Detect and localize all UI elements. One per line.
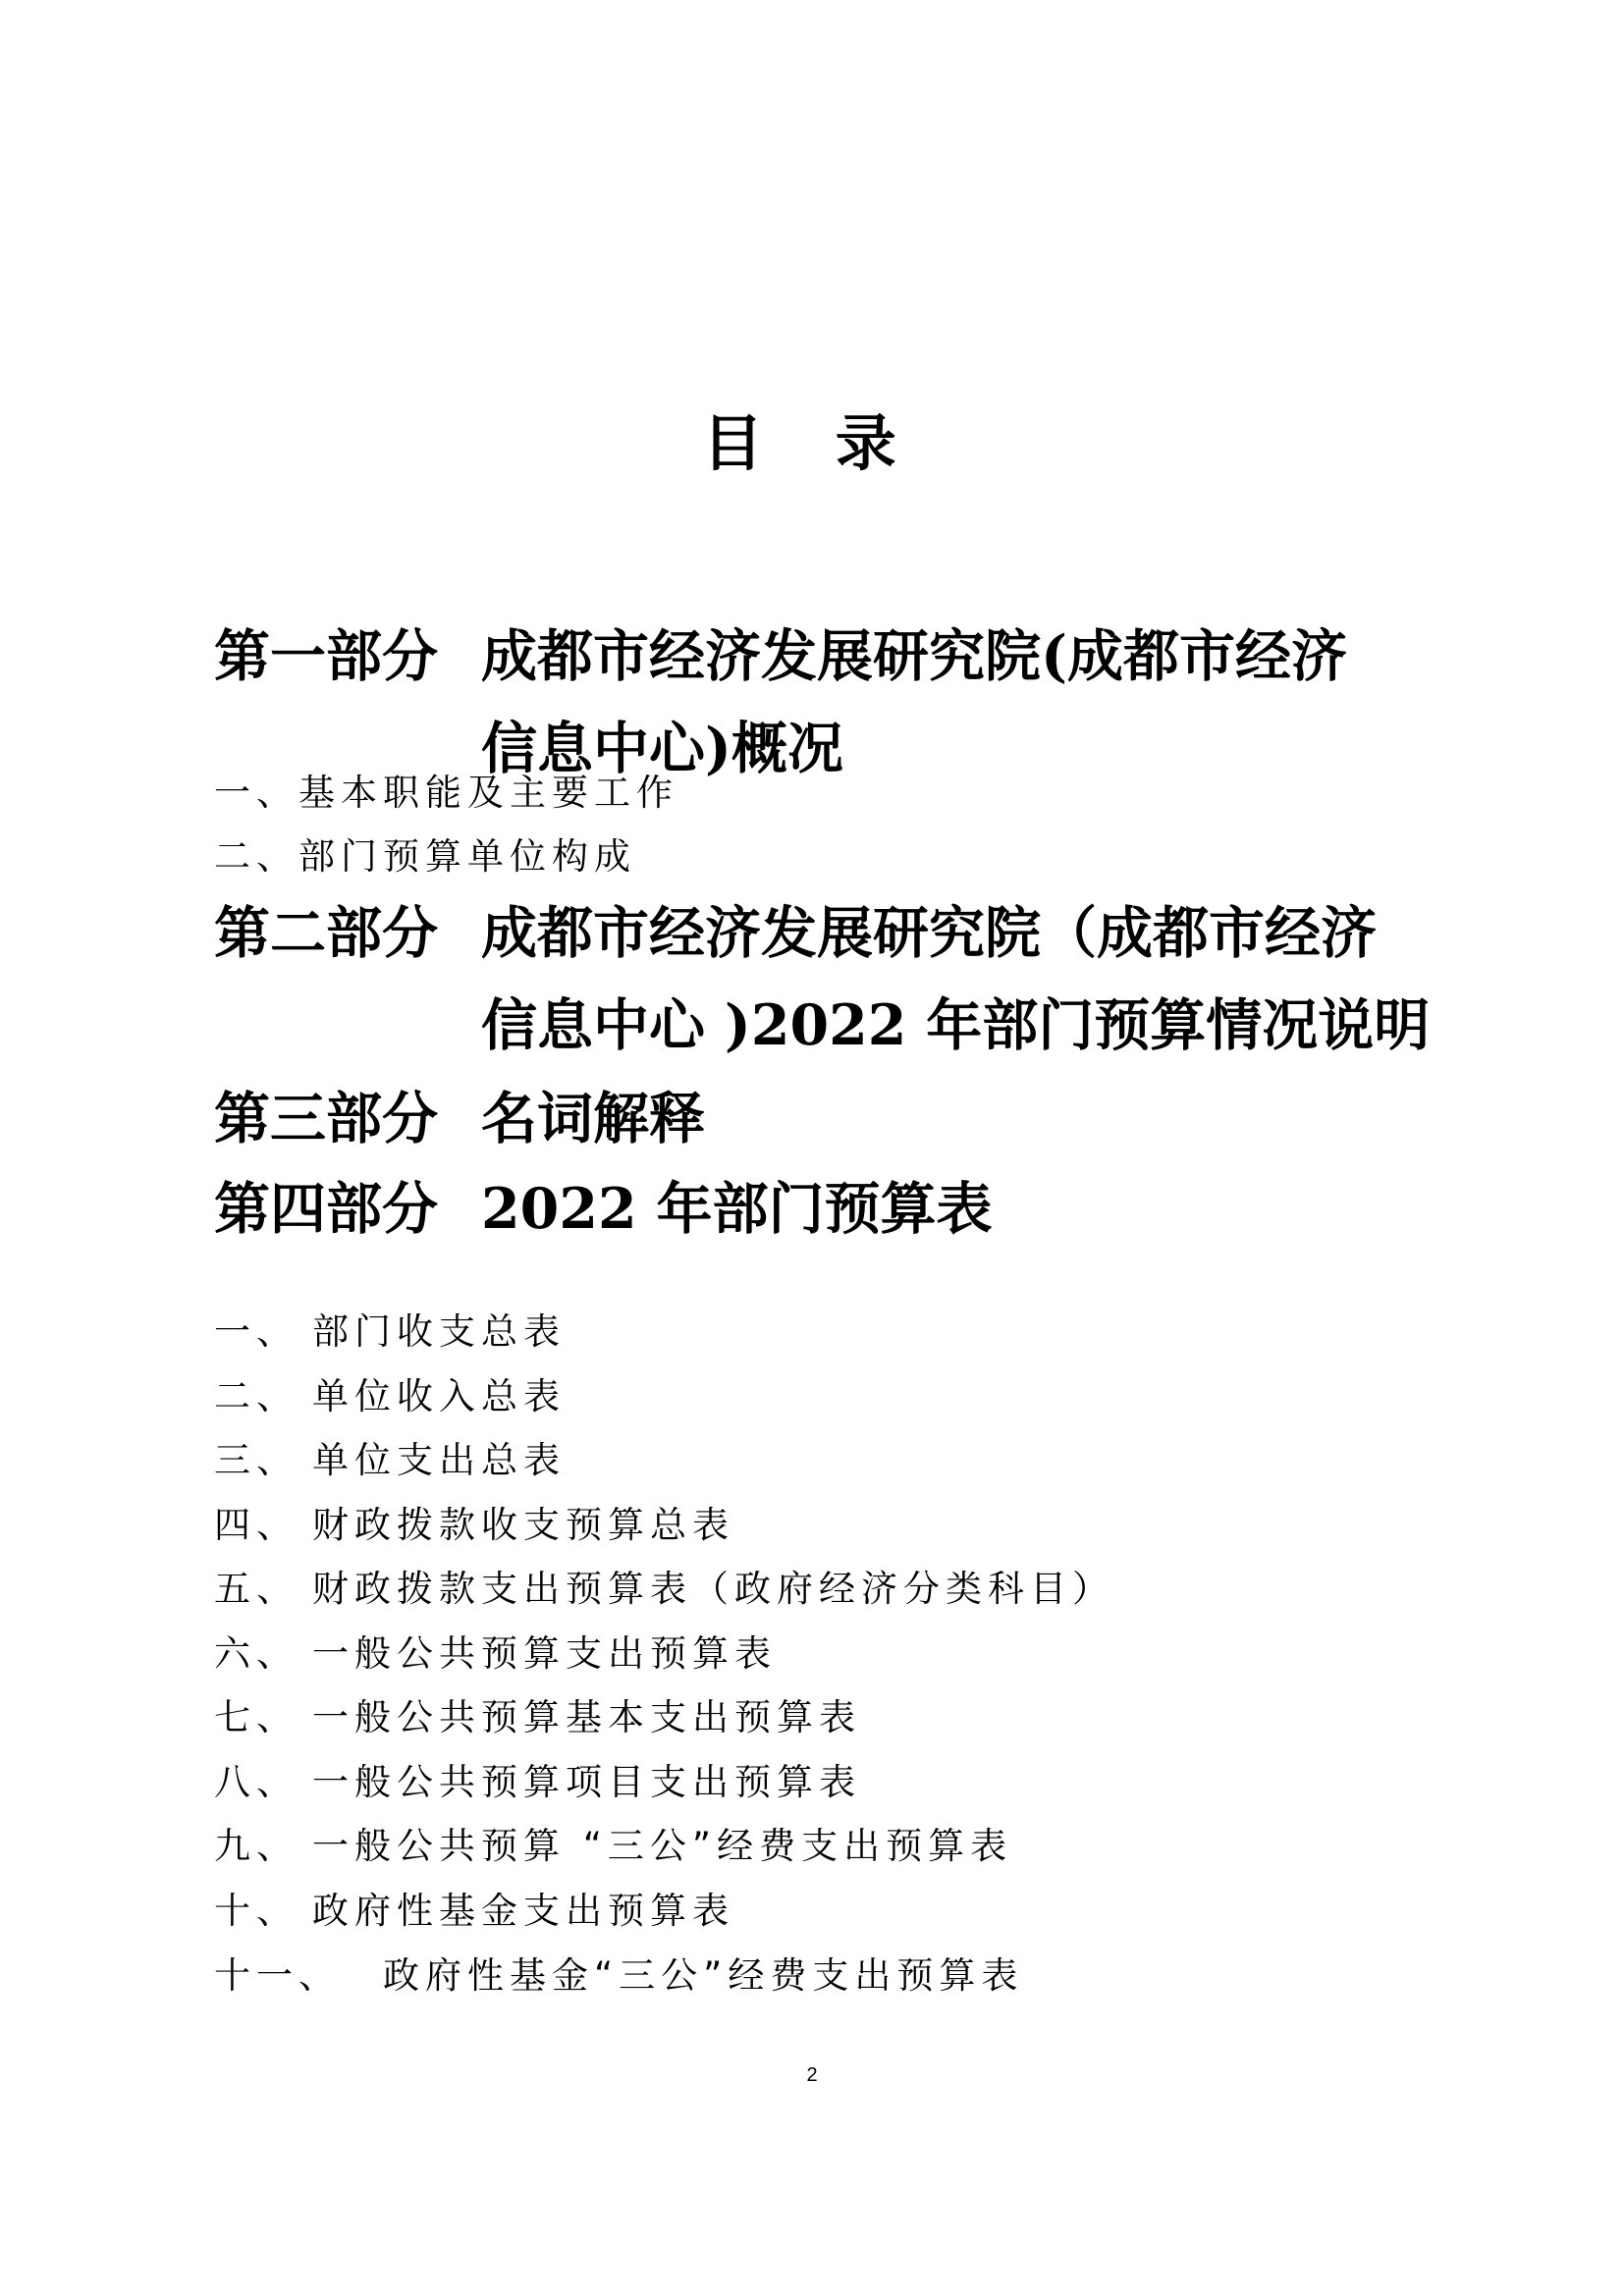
- table-item-label: 财政拨款收支预算总表: [312, 1504, 734, 1546]
- table-item-label: 政府性基金“三公”经费支出预算表: [383, 1954, 1024, 1997]
- part-1-title-line-2: 信息中心)概况: [481, 716, 843, 781]
- table-item-number: 四、: [214, 1504, 298, 1546]
- toc-table-item[interactable]: [214, 1495, 734, 1556]
- toc-table-item[interactable]: [214, 1430, 566, 1491]
- toc-table-item[interactable]: [214, 1302, 566, 1362]
- table-item-number: 九、: [214, 1825, 298, 1867]
- table-item-number: 三、: [214, 1439, 298, 1481]
- part-2-title: [481, 887, 1448, 1072]
- part-1-title-line-1: 成都市经济发展研究院(成都市经济: [481, 623, 1347, 689]
- table-item-label: 一般公共预算支出预算表: [312, 1632, 777, 1675]
- table-item-label: 单位收入总表: [312, 1375, 566, 1417]
- table-item-number: 六、: [214, 1632, 298, 1675]
- table-item-label: 财政拨款支出预算表（政府经济分类科目）: [312, 1568, 1114, 1610]
- toc-table-item[interactable]: [214, 1946, 1023, 2006]
- part-2-label: 第二部分: [214, 900, 438, 966]
- table-item-number: 七、: [214, 1696, 298, 1738]
- table-item-number: 五、: [214, 1568, 298, 1610]
- toc-table-item[interactable]: [214, 1816, 1012, 1877]
- toc-subitem[interactable]: 一、基本职能及主要工作: [214, 772, 678, 814]
- table-item-label: 政府性基金支出预算表: [312, 1890, 734, 1932]
- table-item-number: 十一、: [214, 1954, 341, 1997]
- table-item-label: 一般公共预算基本支出预算表: [312, 1696, 861, 1738]
- part-4-title-line: 2022 年部门预算表: [481, 1176, 993, 1242]
- part-2-title-line-2: 信息中心 )2022 年部门预算情况说明: [481, 992, 1431, 1058]
- table-item-number: 八、: [214, 1761, 298, 1803]
- toc-table-item[interactable]: [214, 1624, 777, 1684]
- part-3-title: [481, 1076, 1448, 1162]
- table-item-number: 十、: [214, 1890, 298, 1932]
- toc-subitem[interactable]: 二、部门预算单位构成: [214, 835, 636, 878]
- part-2-title-line-1: 成都市经济发展研究院（成都市经济: [481, 900, 1377, 966]
- table-item-label: 单位支出总表: [312, 1439, 566, 1481]
- toc-title: 目 录: [702, 407, 922, 479]
- page-number: 2: [806, 2064, 818, 2086]
- table-item-label: 部门收支总表: [312, 1310, 566, 1353]
- table-item-label: 一般公共预算 “三公”经费支出预算表: [312, 1825, 1013, 1867]
- table-item-label: 一般公共预算项目支出预算表: [312, 1761, 861, 1803]
- part-3-title-line: 名词解释: [481, 1086, 705, 1151]
- toc-table-item[interactable]: [214, 1366, 566, 1427]
- toc-table-item[interactable]: [214, 1881, 734, 1942]
- table-item-number: 一、: [214, 1310, 298, 1353]
- part-4-title: [481, 1166, 1448, 1253]
- toc-table-item[interactable]: [214, 1687, 861, 1748]
- toc-table-item[interactable]: [214, 1559, 1114, 1620]
- part-1-label: 第一部分: [214, 623, 438, 689]
- part-4-label: 第四部分: [214, 1176, 438, 1242]
- part-3-label: 第三部分: [214, 1086, 438, 1151]
- table-item-number: 二、: [214, 1375, 298, 1417]
- toc-table-item[interactable]: [214, 1752, 861, 1813]
